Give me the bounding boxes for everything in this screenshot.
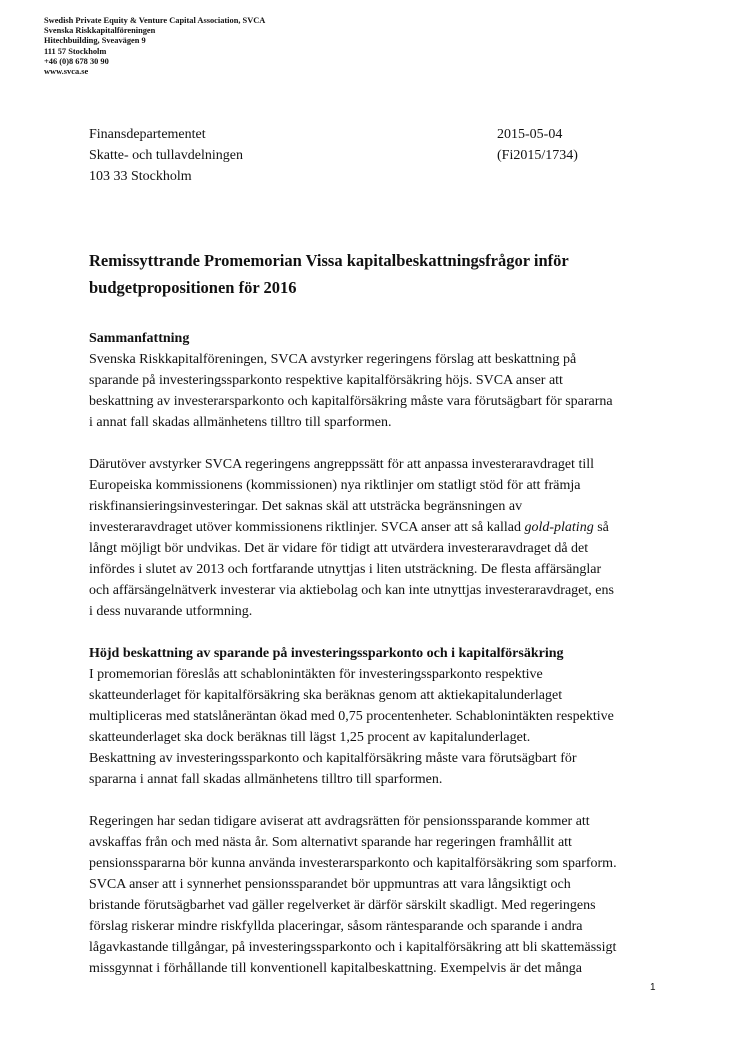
recipient-line: Finansdepartementet xyxy=(89,127,206,142)
document-date: 2015-05-04 xyxy=(497,127,563,142)
paragraph xyxy=(89,349,661,433)
paragraph-line: förslag riskerar mindre riskfyllda placeringar, såsom räntesparande och sparande i andra xyxy=(89,919,583,934)
sender-line: Svenska Riskkapitalföreningen xyxy=(44,26,156,36)
meta-block xyxy=(497,124,578,166)
paragraph xyxy=(89,811,661,979)
paragraph-line: i annat fall skadas allmänhetens tilltro till sparformen. xyxy=(89,415,392,430)
paragraph-line: avskaffas från och med nästa år. Som alternativt sparande har regeringen framhållit att xyxy=(89,835,572,850)
paragraph-line: skatteunderlaget för kapitalförsäkring ska beräknas genom att aktiekapitalunderlaget xyxy=(89,688,563,703)
paragraph-line: långt möjligt bör undvikas. Det är vidare för tidigt att utvärdera investeraravdraget då det xyxy=(89,541,589,556)
paragraph-line: spararna i annat fall skadas allmänhetens tilltro till sparformen. xyxy=(89,772,443,787)
recipient-line: 103 33 Stockholm xyxy=(89,169,192,184)
paragraph-line: missgynnat i förhållande till konventionell kapitalbeskattning. Exempelvis är det många xyxy=(89,961,582,976)
paragraph-line: Svenska Riskkapitalföreningen, SVCA avstyrker regeringens förslag att beskattning på xyxy=(89,352,577,367)
paragraph-line: Europeiska kommissionens (kommissionen) nya riktlinjer om statligt stöd för att främja xyxy=(89,478,581,493)
sender-line: Swedish Private Equity & Venture Capital Association, SVCA xyxy=(44,16,266,25)
document-title xyxy=(89,247,661,301)
sender-block xyxy=(44,16,265,77)
title-line: budgetpropositionen för 2016 xyxy=(89,278,297,297)
paragraph-line: och affärsängelnätverk investerar via aktiebolag och kan inte utnyttjas investeraravdraget, ens xyxy=(89,583,614,598)
paragraph-line: multipliceras med statslåneräntan ökad med 0,75 procentenheter. Schablonintäkten respektive xyxy=(89,709,614,724)
paragraph-line: infördes i slutet av 2013 och fortfarande utnyttjas i liten utsträckning. De flesta affärsänglar xyxy=(89,562,602,577)
paragraph-line: I promemorian föreslås att schablonintäkten för investeringssparkonto respektive xyxy=(89,667,543,682)
paragraph-line: i dess nuvarande utformning. xyxy=(89,604,253,619)
paragraph-line: Regeringen har sedan tidigare aviserat att avdragsrätten för pensionssparande kommer att xyxy=(89,814,590,829)
page-number: 1 xyxy=(650,982,656,993)
text-span: så xyxy=(593,520,609,535)
paragraph-line: sparande på investeringssparkonto respektive kapitalförsäkring höjs. SVCA anser att xyxy=(89,373,563,388)
section-heading-taxation: Höjd beskattning av sparande på investeringssparkonto och i kapitalförsäkring xyxy=(89,646,564,661)
emphasis-gold-plating: gold-plating xyxy=(524,520,594,535)
paragraph-line: riskfinansieringsinvesteringar. Det saknas skäl att utsträcka begränsningen av xyxy=(89,499,523,514)
paragraph-line: bristande förutsägbarhet vad gäller regelverket är därför särskilt skadligt. Med regeringens xyxy=(89,898,596,913)
sender-line: +46 (0)8 678 30 90 xyxy=(44,56,109,66)
document-body xyxy=(89,247,661,1000)
sender-line: Hitechbuilding, Sveavägen 9 xyxy=(44,36,146,46)
document-reference: (Fi2015/1734) xyxy=(497,148,578,163)
paragraph-line: beskattning av investerarsparkonto och kapitalförsäkring måste vara förutsägbart för spararna xyxy=(89,394,613,409)
sender-website: www.svca.se xyxy=(44,67,89,77)
paragraph-line: skatteunderlaget ska dock beräknas till lägst 1,25 procent av kapitalunderlaget. xyxy=(89,730,531,745)
recipient-block xyxy=(89,124,243,187)
paragraph xyxy=(89,664,661,790)
paragraph-line: pensionsspararna bör kunna använda investerarsparkonto och kapitalförsäkring som sparform. xyxy=(89,856,617,871)
text-span: investeraravdraget utöver kommissionens riktlinjer. SVCA anser att så kallad xyxy=(89,520,525,535)
recipient-line: Skatte- och tullavdelningen xyxy=(89,148,243,163)
paragraph-line: Därutöver avstyrker SVCA regeringens angreppssätt för att anpassa investeraravdraget till xyxy=(89,457,594,472)
section-heading-summary: Sammanfattning xyxy=(89,331,190,346)
paragraph-line: SVCA anser att i synnerhet pensionssparandet bör uppmuntras att vara långsiktigt och xyxy=(89,877,571,892)
paragraph-line xyxy=(89,517,661,538)
paragraph-line: lågavkastande tillgångar, på investeringssparkonto och i kapitalförsäkring att bli skattemässigt xyxy=(89,940,617,955)
paragraph-line: Beskattning av investeringssparkonto och kapitalförsäkring måste vara förutsägbart för xyxy=(89,751,577,766)
sender-line: 111 57 Stockholm xyxy=(44,46,107,56)
title-line: Remissyttrande Promemorian Vissa kapitalbeskattningsfrågor inför xyxy=(89,251,569,270)
paragraph xyxy=(89,454,661,622)
